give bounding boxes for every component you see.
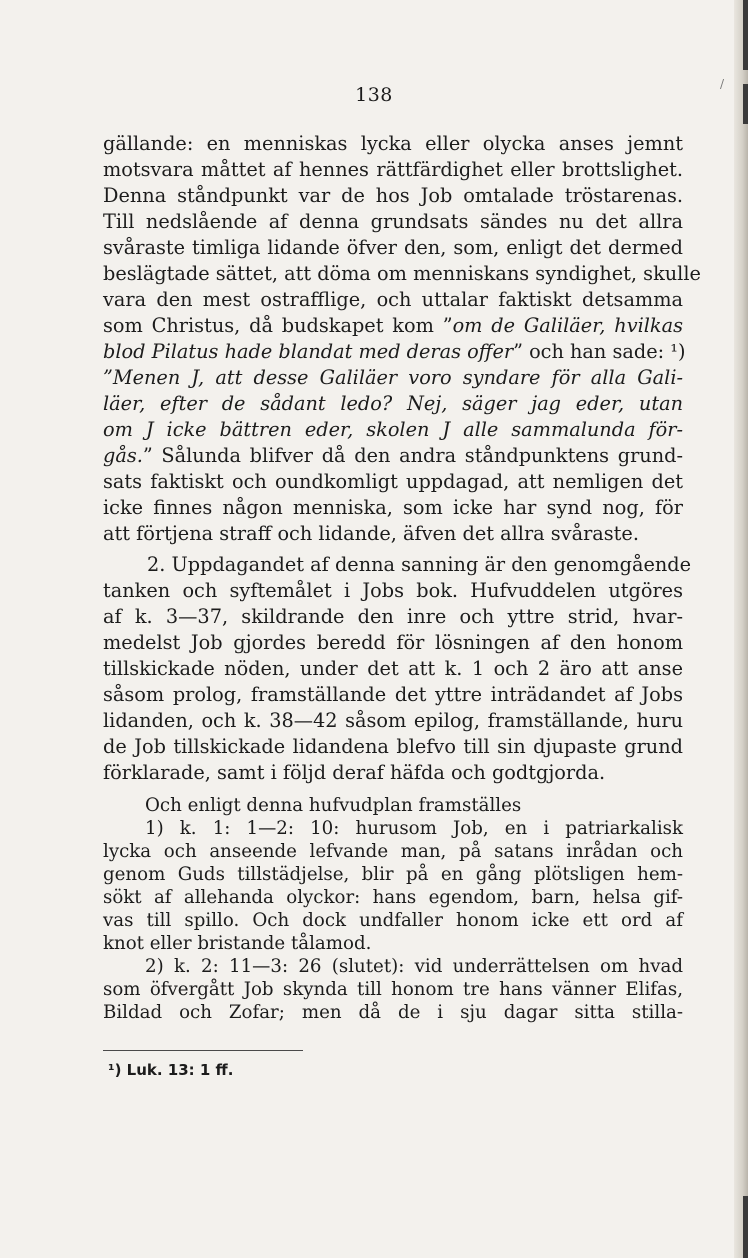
pencil-mark: / bbox=[720, 77, 725, 91]
text-line: gås.” Sålunda blifver då den andra ståndpunktens grund- bbox=[103, 444, 683, 467]
text-line: lycka och anseende lefvande man, på satans inrådan och bbox=[103, 841, 683, 862]
text-line: knot eller bristande tålamod. bbox=[103, 933, 372, 954]
text-line: som Christus, då budskapet kom ”om de Galiläer, hvilkas bbox=[103, 314, 683, 337]
text-line: beslägtade sättet, att döma om menniskans syndighet, skulle bbox=[103, 262, 701, 285]
footnote-rule bbox=[103, 1050, 303, 1051]
footnote bbox=[108, 1060, 233, 1080]
text-line: medelst Job gjordes beredd för lösningen af den honom bbox=[103, 631, 683, 654]
text-line: Denna ståndpunkt var de hos Job omtalade tröstarenas. bbox=[103, 184, 683, 207]
text-line: af k. 3—37, skildrande den inre och yttre strid, hvar- bbox=[103, 605, 683, 628]
text-line: blod Pilatus hade blandat med deras offer” och han sade: ¹) bbox=[103, 340, 686, 363]
footnote-marker: ¹) bbox=[108, 1061, 122, 1079]
text-line: tillskickade nöden, under det att k. 1 och 2 äro att anse bbox=[103, 657, 683, 680]
text-line: att förtjena straff och lidande, äfven det allra svåraste. bbox=[103, 522, 639, 545]
text-line: om J icke bättren eder, skolen J alle sammalunda för- bbox=[103, 418, 683, 441]
text-line: icke finnes någon menniska, som icke har synd nog, för bbox=[103, 496, 683, 519]
text-line: genom Guds tillstädjelse, blir på en gång plötsligen hem- bbox=[103, 864, 683, 885]
text-line: tanken och syftemålet i Jobs bok. Hufvuddelen utgöres bbox=[103, 579, 683, 602]
page-edge bbox=[734, 0, 748, 1258]
text-line: läer, efter de sådant ledo? Nej, säger jag eder, utan bbox=[103, 392, 683, 415]
text-line: vara den mest ostrafflige, och uttalar faktiskt detsamma bbox=[103, 288, 683, 311]
text-line: lidanden, och k. 38—42 såsom epilog, framställande, huru bbox=[103, 709, 683, 732]
text-line: 2. Uppdagandet af denna sanning är den genomgående bbox=[147, 553, 692, 576]
text-line: förklarade, samt i följd deraf häfda och godtgjorda. bbox=[103, 761, 606, 784]
text-line: de Job tillskickade lidandena blefvo till sin djupaste grund bbox=[103, 735, 683, 758]
page-number: 138 bbox=[355, 84, 393, 106]
text-line: som öfvergått Job skynda till honom tre hans vänner Elifas, bbox=[103, 979, 683, 1000]
text-line: sats faktiskt och oundkomligt uppdagad, att nemligen det bbox=[103, 470, 683, 493]
text-line: gällande: en menniskas lycka eller olycka anses jemnt bbox=[103, 132, 683, 155]
edge-mark bbox=[743, 0, 748, 70]
text-line: Bildad och Zofar; men då de i sju dagar sitta stilla- bbox=[103, 1002, 683, 1023]
text-line: ”Menen J, att desse Galiläer voro syndare för alla Gali- bbox=[103, 366, 683, 389]
text-line: sökt af allehanda olyckor: hans egendom, barn, helsa gif- bbox=[103, 887, 683, 908]
edge-mark bbox=[743, 1196, 748, 1258]
text-line: Till nedslående af denna grundsats sändes nu det allra bbox=[103, 210, 683, 233]
text-line: svåraste timliga lidande öfver den, som, enligt det dermed bbox=[103, 236, 683, 259]
text-line: motsvara måttet af hennes rättfärdighet eller brottslighet. bbox=[103, 158, 683, 181]
text-line: såsom prolog, framställande det yttre inträdandet af Jobs bbox=[103, 683, 683, 706]
footnote-text: Luk. 13: 1 ff. bbox=[126, 1061, 234, 1079]
text-line: 1) k. 1: 1—2: 10: hurusom Job, en i patriarkalisk bbox=[145, 818, 683, 839]
text-line: 2) k. 2: 11—3: 26 (slutet): vid underrättelsen om hvad bbox=[145, 956, 683, 977]
text-line: Och enligt denna hufvudplan framställes bbox=[145, 795, 522, 816]
text-line: vas till spillo. Och dock undfaller honom icke ett ord af bbox=[103, 910, 683, 931]
